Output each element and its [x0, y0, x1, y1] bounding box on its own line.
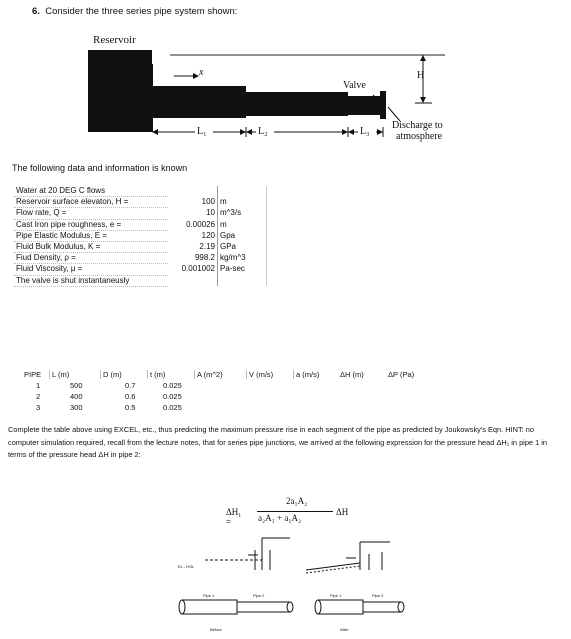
hgl-label: EL - HGL	[178, 564, 195, 569]
pipe-cell: 0.5	[125, 403, 136, 412]
reservoir-block	[88, 50, 152, 132]
pipe-3-shape	[348, 96, 383, 115]
header-velocity: V (m/s)	[246, 370, 273, 379]
pipe-cell: 0.7	[125, 381, 136, 390]
data-unit: Pa-sec	[218, 264, 267, 275]
pipe-row	[0, 392, 571, 403]
reservoir-label: Reservoir	[93, 34, 136, 46]
data-value: 10	[168, 208, 218, 219]
data-row	[14, 219, 267, 230]
data-label: Flow rate, Q =	[14, 208, 168, 219]
valve-shape	[380, 91, 386, 119]
data-label: Fluid Bulk Modulus, K =	[14, 241, 168, 252]
equation-fraction-bar	[257, 511, 333, 512]
header-area: A (m^2)	[194, 370, 223, 379]
pipe-cell: 0.025	[163, 381, 182, 390]
pipe-cell: 300	[70, 403, 83, 412]
pipe-cell: 1	[36, 381, 41, 390]
pipe-cell: 400	[70, 392, 83, 401]
data-label: Cast Iron pipe roughness, e =	[14, 219, 168, 230]
segment-label-1: L₁	[197, 126, 207, 137]
pipe-cell: 500	[70, 381, 83, 390]
header-delta-p: ΔP (Pa)	[388, 370, 415, 379]
data-row	[14, 208, 267, 219]
pipe-cell: 2	[36, 392, 41, 401]
data-label: Fluid Viscosity, μ =	[14, 264, 168, 275]
junction-sketch-drawing	[0, 530, 571, 639]
header-thickness: t (m)	[147, 370, 165, 379]
pipe-row	[0, 381, 571, 392]
pipe-1-shape	[152, 86, 246, 118]
before-pipe-1-label: Pipe 1	[203, 593, 215, 598]
discharge-label	[392, 120, 443, 142]
equation-denominator: a₂A₁ + a₁A₂	[258, 513, 302, 523]
discharge-label-line-2: atmosphere	[396, 131, 443, 142]
equation-rhs: ΔH	[336, 507, 349, 517]
data-row	[14, 241, 267, 252]
pipe-cell: 3	[36, 403, 41, 412]
data-value: 2.19	[168, 241, 218, 252]
data-unit	[218, 275, 267, 286]
data-unit: GPa	[218, 241, 267, 252]
pipe-cell: 0.025	[163, 403, 182, 412]
before-pipe-2-label: Pipe 2	[253, 593, 265, 598]
data-value	[168, 275, 218, 286]
data-unit: m	[218, 219, 267, 230]
data-row	[14, 230, 267, 241]
data-label: Fiud Density, ρ =	[14, 253, 168, 264]
before-label: Before	[210, 627, 222, 632]
data-unit	[218, 186, 267, 197]
data-row	[14, 253, 267, 264]
header-length: L (m)	[49, 370, 69, 379]
pipe-cell: 0.6	[125, 392, 136, 401]
data-unit: Gpa	[218, 230, 267, 241]
data-row	[14, 197, 267, 208]
pipe-system-drawing	[0, 0, 571, 160]
junction-sketch	[0, 530, 571, 639]
data-value: 998.2	[168, 253, 218, 264]
pipe-cell: 0.025	[163, 392, 182, 401]
data-value: 0.001002	[168, 264, 218, 275]
data-label: The valve is shut instantaneusly	[14, 275, 168, 286]
header-pipe: PIPE	[24, 370, 42, 379]
segment-label-3: L₃	[360, 126, 370, 137]
question-text: Consider the three series pipe system shown:	[45, 6, 238, 17]
pipe-system-figure	[0, 0, 571, 160]
pipe-row	[0, 403, 571, 414]
data-unit: kg/m^3	[218, 253, 267, 264]
question-number: 6.	[32, 6, 40, 17]
equation-numerator: 2a₁A₂	[286, 496, 308, 506]
data-row	[14, 186, 267, 197]
data-label: Reservoir surface elevaton, H =	[14, 197, 168, 208]
equation-lhs: ΔH₁ =	[226, 507, 242, 527]
header-delta-h: ΔH (m)	[340, 370, 364, 379]
instructions-paragraph: Complete the table above using EXCEL, etc., thus predicting the maximum pressure rise in each segment of the pipe as predicted by Joukowsky's Eqn. HINT: no computer simulation required, recall from the lecture notes, that for series pipe junctions, we arrived at the following expression for the pressure head ΔH₁ in pipe 1 in terms of the pressure head ΔH in pipe 2:	[8, 425, 548, 459]
data-row	[14, 275, 267, 286]
after-pipe-1-label: Pipe 1	[330, 593, 342, 598]
valve-label: Valve	[343, 80, 366, 91]
discharge-label-line-1: Discharge to	[392, 120, 443, 131]
header-diameter: D (m)	[100, 370, 122, 379]
data-value: 120	[168, 230, 218, 241]
data-label: Pipe Elastic Modulus, E =	[14, 230, 168, 241]
known-data-table	[14, 186, 267, 287]
after-label: After	[340, 627, 349, 632]
intro-text: The following data and information is known	[12, 163, 188, 173]
segment-label-2: L₂	[258, 126, 268, 137]
data-value	[168, 186, 218, 197]
header-wave-speed: a (m/s)	[293, 370, 319, 379]
data-value: 0.00026	[168, 219, 218, 230]
pipe-2-shape	[246, 92, 348, 116]
data-value: 100	[168, 197, 218, 208]
data-row	[14, 264, 267, 275]
data-unit: m	[218, 197, 267, 208]
after-pipe-2-label: Pipe 2	[372, 593, 384, 598]
data-label: Water at 20 DEG C flows	[14, 186, 168, 197]
data-unit: m^3/s	[218, 208, 267, 219]
x-label: x	[199, 67, 204, 78]
h-label: H	[417, 70, 425, 81]
